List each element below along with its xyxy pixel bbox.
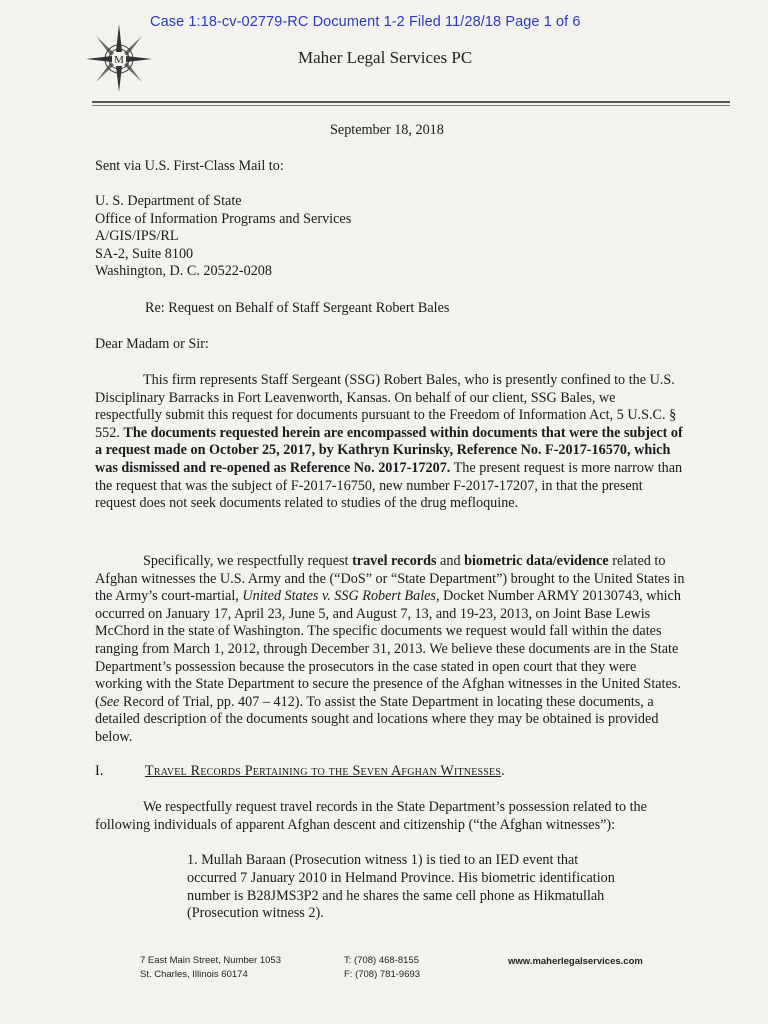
firm-name: Maher Legal Services PC — [298, 48, 473, 67]
header-rule — [92, 101, 730, 103]
address-line: Office of Information Programs and Services — [95, 210, 352, 227]
header-rule-thin — [92, 105, 730, 106]
address-line: A/GIS/IPS/RL — [95, 228, 179, 245]
salutation: Dear Madam or Sir: — [95, 336, 209, 352]
section-title: Travel Records Pertaining to the Seven Afghan Witnesses — [145, 763, 502, 779]
paragraph-intro: This firm represents Staff Sergeant (SSG) Robert Bales, who is presently confined to the U.S. Disciplinary Barracks in Fort Leavenworth, Kansas. On behalf of our client, SSG Bales, we respectfully submit this request for documents pursuant to the Freedom of Information Act, 5 U.S.C. § 552. The documents requested herein are encompassed within documents that were the subject of a request made on October 25, 2017, by Kathryn Kurinsky, Reference No. F-2017-16570, which was dismissed and re-opened as Reference No. 2017-17207. The present request is more narrow than the request that was the subject of F-2017-16750, new number F-2017-17207, in that the present request does not seek documents related to studies of the drug mefloquine. — [95, 372, 683, 512]
witness-item-1: 1. Mullah Baraan (Prosecution witness 1) is tied to an IED event that occurred 7 January 2010 in Helmand Province. His biometric identification number is B28JMS3P2 and he shares the same cell phone as Hikmatullah (Prosecution witness 2). — [187, 852, 615, 922]
section-number: I. — [95, 763, 104, 779]
paragraph-witnesses: We respectfully request travel records in the State Department’s possession related to the following individuals of apparent Afghan descent and citizenship (“the Afghan witnesses”): — [95, 799, 647, 833]
footer-phone: T: (708) 468-8155 F: (708) 781-9693 — [344, 955, 421, 980]
paragraph-request: Specifically, we respectfully request travel records and biometric data/evidence related to Afghan witnesses the U.S. Army and the (“DoS” or “State Department”) brought to the United States in the Army’s court-martial, United States v. SSG Robert Bales, Docket Number ARMY 20130743, which occurred on January 17, April 23, June 5, and August 7, 13, and 19-23, 2013, on Joint Base Lewis McChord in the state of Washington. The specific documents we request would fall within the dates ranging from March 1, 2012, through December 31, 2013. We believe these documents are in the State Department’s possession because the prosecutors in the case stated in open court that they were working with the State Department to secure the presence of the Afghan witnesses in the United States. (See Record of Trial, pp. 407 – 412). To assist the State Department in locating these documents, a detailed description of the documents sought and locations where they may be obtained is provided below. — [95, 553, 685, 745]
sent-via-line: Sent via U.S. First-Class Mail to: — [95, 158, 284, 174]
address-line: SA-2, Suite 8100 — [95, 245, 194, 262]
recipient-address — [95, 193, 351, 281]
case-name: United States v. SSG Robert Bales — [242, 588, 436, 605]
bold-reference: The documents requested herein are encompassed within documents that were the subject of a request made on October 25, 2017, by Kathryn Kurinsky, Reference No. F-2017-16570, which was dismissed and re-opened as Reference No. 2017-17207. — [95, 424, 683, 476]
section-heading: I. Travel Records Pertaining to the Seven Afghan Witnesses. — [95, 763, 505, 779]
letter-date: September 18, 2018 — [330, 122, 444, 138]
bold-biometric: biometric data/evidence — [464, 553, 609, 569]
compass-logo-icon — [84, 22, 154, 94]
case-header: Case 1:18-cv-02779-RC Document 1-2 Filed 11/28/18 Page 1 of 6 — [150, 14, 581, 30]
address-line: U. S. Department of State — [95, 193, 242, 209]
footer-address: 7 East Main Street, Number 1053 St. Charles, Illinois 60174 — [140, 955, 281, 980]
footer-website: www.maherlegalservices.com — [508, 956, 643, 967]
address-line: Washington, D. C. 20522-0208 — [95, 263, 272, 280]
bold-travel-records: travel records — [352, 553, 437, 569]
subject-line: Re: Request on Behalf of Staff Sergeant Robert Bales — [145, 300, 450, 316]
logo-letter: M — [114, 54, 124, 66]
